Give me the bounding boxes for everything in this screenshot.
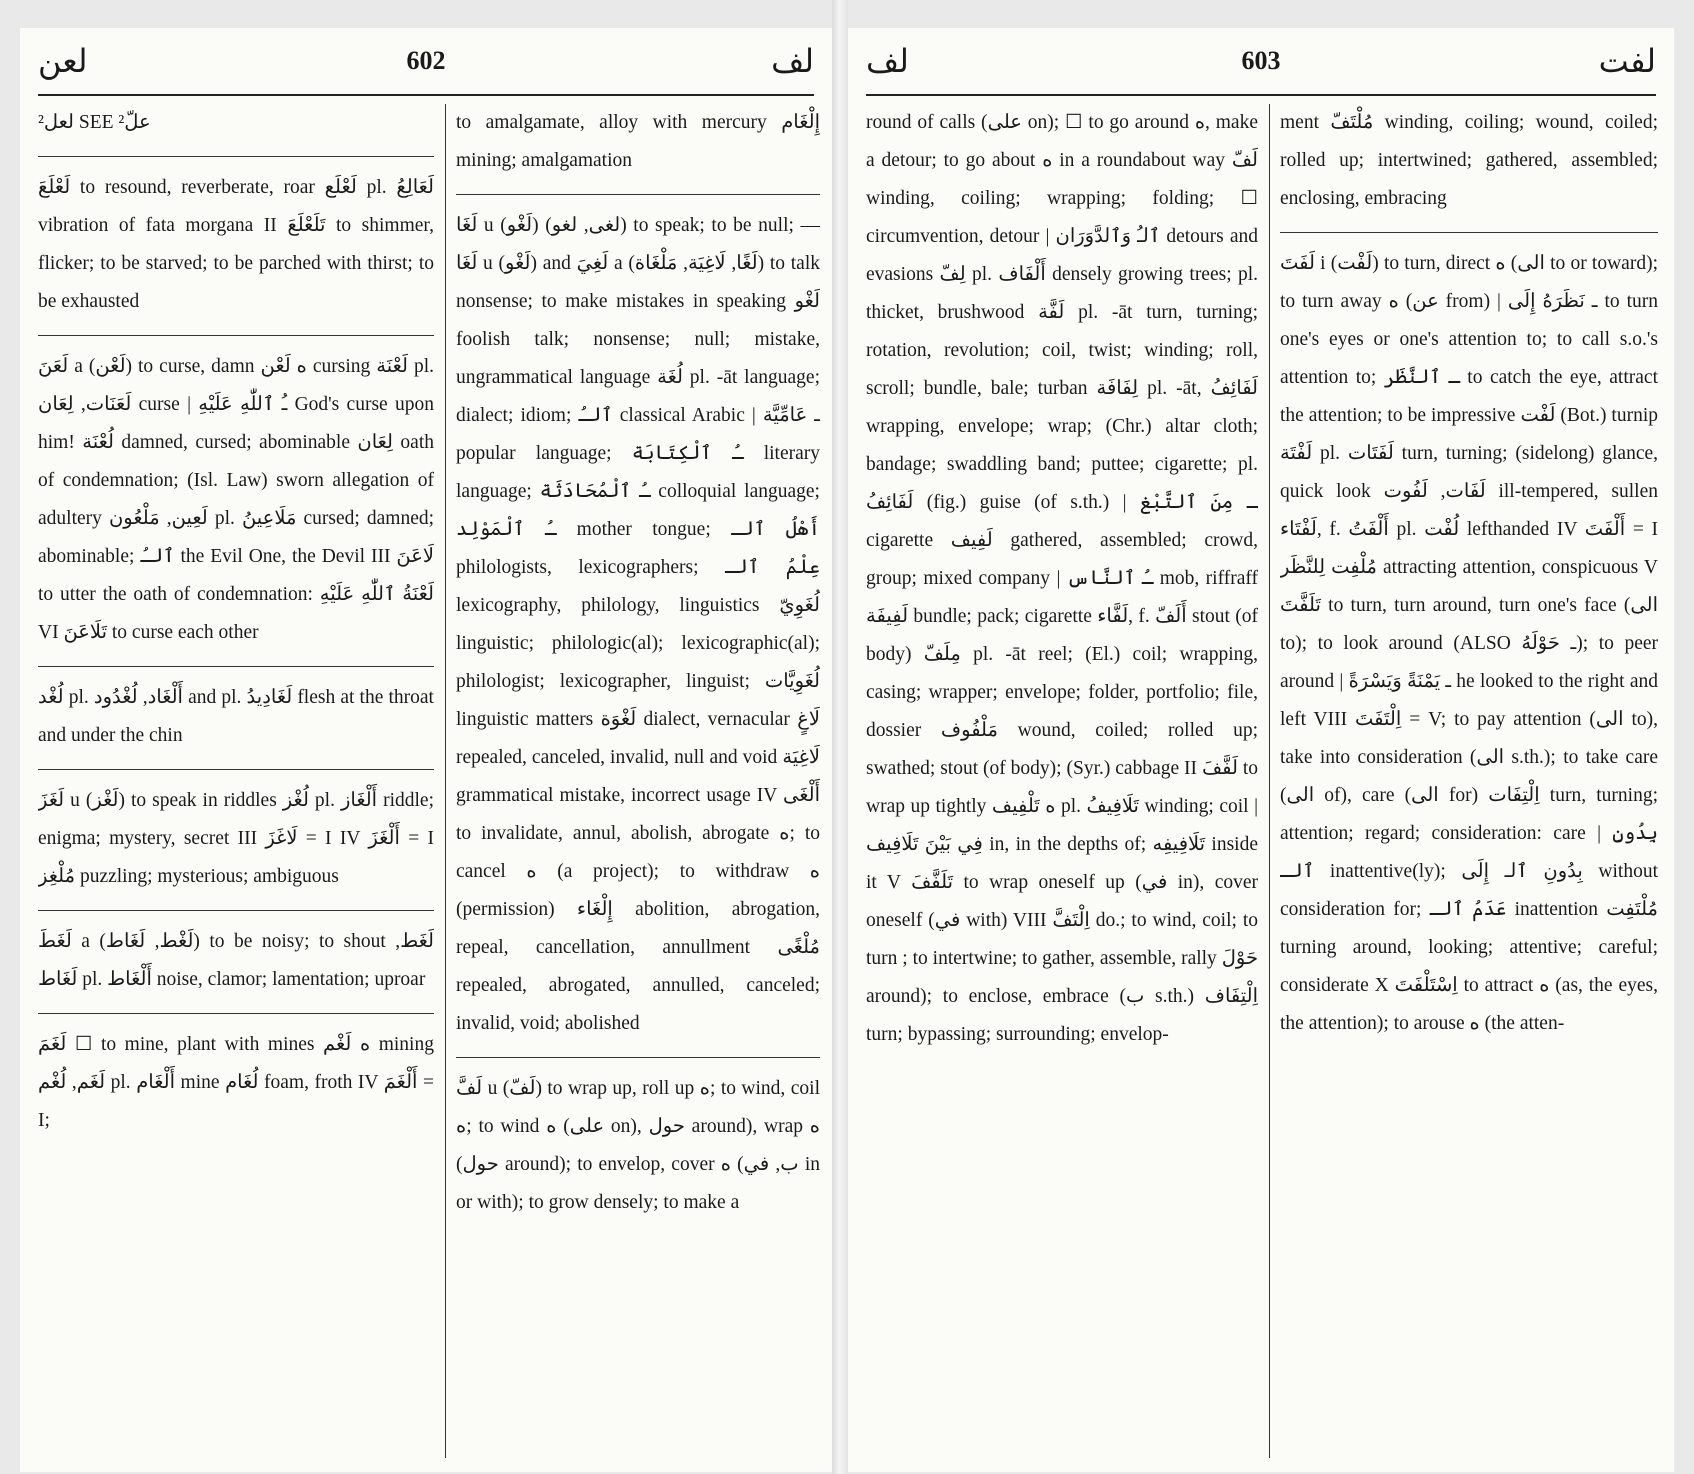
column-right — [1280, 104, 1658, 1468]
page-header — [38, 36, 814, 96]
entry-separator — [38, 666, 434, 667]
book-gutter — [832, 0, 848, 1474]
entry: لَفَّ u (لَفّ) to wrap up, roll up ه; to wind, coil ه; to wind ه (على on), حول around), wrap ه (حول around); to envelop, cover ه (ب, في in or with); to grow densely; to make a — [456, 1078, 820, 1213]
entry: لَعْلَعَ to resound, reverberate, roar لَعْلَع pl. لَعَالِعُ vibration of fata morgana II تَلَعْلَعَ to shimmer, flicker; to be starved; to be parched with thirst; to be exhausted — [38, 177, 434, 312]
guide-word-right: لفت — [1598, 42, 1656, 80]
entry-separator — [38, 769, 434, 770]
entry: to amalgamate, alloy with mercury إِلْغَام mining; amalgamation — [456, 112, 820, 171]
entry: لَعَنَ a (لَعْن) to curse, damn ه لَعْن cursing لَعْنَة pl. لَعَنَات, لِعَان curse | ـُ ٱللّٰهِ عَلَيْهِ God's curse upon him! لُعْنَة damned, cursed; abominable لِعَان oath of condemnation; (Isl. Law) sworn allegation of adultery لَعِين, مَلْعُون pl. مَلَاعِينُ cursed; damned; abominable; ٱلـُ the Evil One, the Devil III لَاعَنَ to utter the oath of condemnation: لَعْنَةُ ٱللّٰهِ عَلَيْهِ VI تَلَاعَنَ to curse each other — [38, 356, 434, 643]
entry: ment مُلْتَفّ winding, coiling; wound, coiled; rolled up; intertwined; gathered, assembled; enclosing, embracing — [1280, 112, 1658, 209]
guide-word-right: لف — [771, 42, 814, 80]
right-page — [848, 28, 1674, 1472]
page-number: 603 — [1241, 46, 1281, 75]
guide-word-left: لعن — [38, 42, 88, 80]
entry-separator — [38, 156, 434, 157]
entry: لُغْد pl. أَلْغَاد, لُغْدُود and pl. لَغَادِيدُ flesh at the throat and under the chin — [38, 687, 434, 746]
left-page — [20, 28, 832, 1472]
entry: لَغَا u (لَغْو) (لغى, لغو) to speak; to be null; — لَغَا u (لَغْو) and لَغِيَ a (لَغًا, لَاغِيَة, مَلْغَاة) to talk nonsense; to make mistakes in speaking لَغْو foolish talk; nonsense; null; mistake, ungrammatical language لُغَة pl. -āt language; dialect; idiom; ٱلـُ classical Arabic | ـ عَامِّيَّة popular language; ـُ ٱلْكِتَابَة literary language; ـُ ٱلْمُحَادَثَة colloquial language; ـُ ٱلْمَوْلِد mother tongue; أَهْلُ ٱلـ philologists, lexicographers; عِلْمُ ٱلـ lexicography, philology, linguistics لُغَوِيّ linguistic; philologic(al); lexicographic(al); philologist; lexicographer, linguist; لُغَوِيَّات linguistic matters لَغْوَة dialect, vernacular لَاغٍ repealed, canceled, invalid, null and void لَاغِيَة grammatical mistake, incorrect usage IV أَلْغَى to invalidate, annul, abolish, abrogate ه; to cancel ه (a project); to withdraw ه (permission) إِلْغَاء abolition, abrogation, repeal, cancellation, annullment مُلْغًى repealed, abrogated, annulled, canceled; invalid, void; abolished — [456, 215, 820, 1034]
page-header — [866, 36, 1656, 96]
page-number: 602 — [406, 46, 446, 75]
entry: لَغَطَ a (لَغْط, لَغَاط) to be noisy; to shout لَغَط, لَغَاط pl. أَلْغَاط noise, clamor; lamentation; uproar — [38, 931, 434, 990]
entry: لعل² SEE علّ² — [38, 112, 151, 133]
entry-separator — [456, 1057, 820, 1058]
guide-word-left: لف — [866, 42, 909, 80]
column-right — [456, 104, 820, 1468]
column-left — [38, 104, 434, 1468]
entry: لَفَتَ i (لَفْت) to turn, direct ه (الى to or toward); to turn away ه (عن from) | ـ نَظَرَهُ إِلَى to turn one's eyes or one's attention to; to call s.o.'s attention to; ـ ٱلنَّظَر to catch the eye, attract the attention; to be impressive لَفْت (Bot.) turnip لَفْتَة pl. لَفَتَات turn, turning; (sidelong) glance, quick look لَفَات, لَفُوت ill-tempered, sullen لَفْتَاء, f. أَلْفَتُ pl. لُفْت lefthanded IV أَلْفَتَ = I مُلْفِت لِلنَّظَر attracting attention, conspicuous V تَلَفَّتَ to turn, turn around, turn one's face (الى to); to look around (ALSO ـ حَوْلَهُ); to peer around | ـ يَمْنَةً وَيَسْرَةً he looked to the right and left VIII اِلْتَفَتَ = V; to pay attention (الى to), take into consideration (الى s.th.); to take care (الى of), care (الى for) اِلْتِفَات turn, turning; attention; regard; consideration: care | بِدُونِ ٱلـ inattentive(ly); بِدُونِ ٱلـ إِلَى without consideration for; عَدَمُ ٱلـ inattention مُلْتَفِت turning around, looking; attentive; careful; considerate X اِسْتَلْفَتَ to attract ه (as, the eyes, the attention); to arouse ه (the atten- — [1280, 253, 1658, 1034]
entry-separator — [38, 335, 434, 336]
entry: لَغَمَ ☐ to mine, plant with mines ه لَغْم mining لَغَم, لُغْم pl. أَلْغَام mine لُغَام foam, froth IV أَلْغَمَ = I; — [38, 1034, 434, 1131]
entry-separator — [38, 910, 434, 911]
entry-separator — [1280, 232, 1658, 233]
entry: لَغَزَ u (لَغْز) to speak in riddles لُغْز pl. أَلْغَاز riddle; enigma; mystery, secret III لَاغَزَ = I IV أَلْغَزَ = I مُلْغِز puzzling; mysterious; ambiguous — [38, 790, 434, 887]
column-divider — [1269, 104, 1270, 1458]
entry: round of calls (على on); ☐ to go around ه, make a detour; to go about ه in a roundabout way لَفّ winding, coiling; wrapping; folding; ☐ circumvention, detour | ٱلـُ وَٱلدَّوَرَان detours and evasions لِفّ pl. أَلْفَاف densely growing trees; pl. thicket, brushwood لَفَّة pl. -āt turn, turning; rotation, revolution; coil, twist; winding; roll, scroll; bundle, bale; turban لِفَافَة pl. -āt, لَفَائِفُ wrapping, envelope; wrap; (Chr.) altar cloth; bandage; swaddling band; puttee; cigarette; pl. لَفَائِفُ (fig.) guise (of s.th.) | ـ مِنَ ٱلتَّبْغ cigarette لَفِيف gathered, assembled; crowd, group; mixed company | ـُ ٱلنَّاس mob, riffraff لَفِيفَة bundle; pack; cigarette لَفَّاء, f. أَلَفّ stout (of body) مِلَفّ pl. -āt reel; (El.) coil; wrapping, casing; wrapper; envelope; folder, portfolio; file, dossier مَلْفُوف wound, coiled; rolled up; swathed; stout (of body); (Syr.) cabbage II لَفَّفَ to wrap up tightly ه تَلْفِيف pl. تَلَافِيفُ winding; coil | فِي بَيْنَ تَلَافِيف in, in the depths of; تَلَافِيفِه inside it V تَلَفَّفَ to wrap oneself up (في in), cover oneself (في with) VIII اِلْتَفَّ do.; to wind, coil; to turn ; to intertwine; to gather, assemble, rally حَوْلَ around); to enclose, embrace (ب s.th.) اِلْتِفَاف turn; bypassing; surrounding; envelop- — [866, 112, 1258, 1045]
entry-separator — [456, 194, 820, 195]
column-divider — [445, 104, 446, 1458]
column-left — [866, 104, 1258, 1468]
entry-separator — [38, 1013, 434, 1014]
